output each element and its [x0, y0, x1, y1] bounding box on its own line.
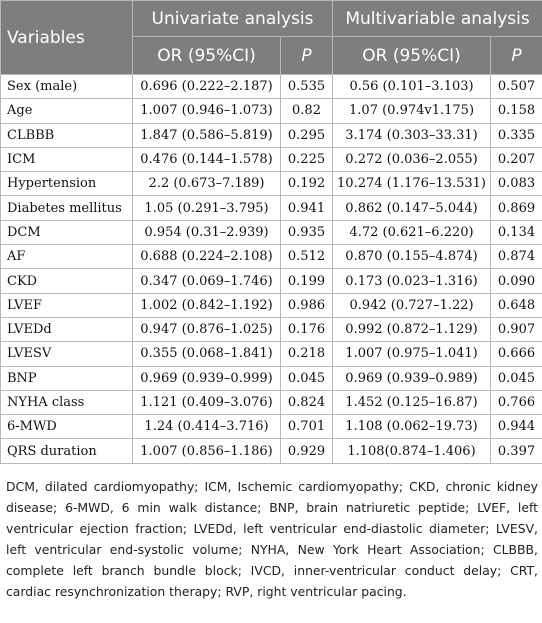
multivariable-or-cell: 0.942 (0.727–1.22): [333, 293, 491, 317]
table-row: [1, 439, 542, 463]
table-row: [1, 99, 542, 123]
univariate-p-cell: 0.218: [281, 342, 333, 366]
univariate-p-cell: 0.535: [281, 75, 333, 99]
univariate-p-cell: 0.929: [281, 439, 333, 463]
multivariable-or-cell: 0.992 (0.872–1.129): [333, 317, 491, 341]
multivariable-p-cell: 0.766: [491, 390, 542, 414]
variable-cell: AF: [1, 245, 133, 269]
table-row: [1, 172, 542, 196]
multivariable-or-cell: 1.007 (0.975–1.041): [333, 342, 491, 366]
multivariable-p-cell: 0.397: [491, 439, 542, 463]
univariate-or-cell: 0.355 (0.068–1.841): [133, 342, 281, 366]
univariate-or-cell: 2.2 (0.673–7.189): [133, 172, 281, 196]
variables-header: Variables: [1, 1, 133, 75]
multivariable-p-cell: 0.507: [491, 75, 542, 99]
multivariable-or-cell: 10.274 (1.176–13.531): [333, 172, 491, 196]
univariate-p-cell: 0.824: [281, 390, 333, 414]
multivariable-or-cell: 0.272 (0.036–2.055): [333, 147, 491, 171]
univariate-or-cell: 0.947 (0.876–1.025): [133, 317, 281, 341]
table-body: [1, 75, 542, 464]
variable-cell: LVEDd: [1, 317, 133, 341]
variable-cell: 6-MWD: [1, 415, 133, 439]
univariate-p-cell: 0.941: [281, 196, 333, 220]
univariate-or-cell: 0.476 (0.144–1.578): [133, 147, 281, 171]
multivariable-or-cell: 0.969 (0.939–0.989): [333, 366, 491, 390]
multivariable-or-cell: 1.452 (0.125–16.87): [333, 390, 491, 414]
univariate-or-cell: 0.954 (0.31–2.939): [133, 220, 281, 244]
multivariable-p-cell: 0.666: [491, 342, 542, 366]
univariate-or-cell: 1.05 (0.291–3.795): [133, 196, 281, 220]
univariate-or-cell: 1.007 (0.856–1.186): [133, 439, 281, 463]
univariate-p-cell: 0.512: [281, 245, 333, 269]
multivariable-p-cell: 0.944: [491, 415, 542, 439]
table-row: [1, 245, 542, 269]
multivariable-p-cell: 0.335: [491, 123, 542, 147]
multivariable-p-cell: 0.869: [491, 196, 542, 220]
univariate-or-cell: 1.847 (0.586–5.819): [133, 123, 281, 147]
multivariable-or-cell: 0.870 (0.155–4.874): [333, 245, 491, 269]
variable-cell: Hypertension: [1, 172, 133, 196]
table-row: [1, 317, 542, 341]
univariate-or-cell: 0.696 (0.222–2.187): [133, 75, 281, 99]
variable-cell: BNP: [1, 366, 133, 390]
variable-cell: LVEF: [1, 293, 133, 317]
univariate-p-cell: 0.82: [281, 99, 333, 123]
table-row: [1, 293, 542, 317]
univariate-or-cell: 0.969 (0.939–0.999): [133, 366, 281, 390]
variable-cell: ICM: [1, 147, 133, 171]
multivariable-or-header: OR (95%CI): [333, 37, 491, 75]
variable-cell: Age: [1, 99, 133, 123]
univariate-p-cell: 0.701: [281, 415, 333, 439]
multivariable-p-cell: 0.158: [491, 99, 542, 123]
variable-cell: DCM: [1, 220, 133, 244]
multivariable-or-cell: 0.56 (0.101–3.103): [333, 75, 491, 99]
univariate-header: Univariate analysis: [133, 1, 333, 37]
univariate-p-cell: 0.225: [281, 147, 333, 171]
univariate-or-cell: 0.688 (0.224–2.108): [133, 245, 281, 269]
footnote: DCM, dilated cardiomyopathy; ICM, Ischemic cardiomyopathy; CKD, chronic kidney disease; 6-MWD, 6 min walk distance; BNP, brain natriuretic peptide; LVEF, left ventricular ejection fraction; LVEDd, left ventricular end-diastolic diameter; LVESV, left ventricular end-systolic volume; NYHA, New York Heart Association; CLBBB, complete left branch bundle block; IVCD, inner-ventricular conduct delay; CRT, cardiac resynchronization therapy; RVP, right ventricular pacing.: [6, 479, 538, 599]
univariate-or-cell: 1.007 (0.946–1.073): [133, 99, 281, 123]
multivariable-p-cell: 0.134: [491, 220, 542, 244]
multivariable-or-cell: 1.108 (0.062–19.73): [333, 415, 491, 439]
variable-cell: Sex (male): [1, 75, 133, 99]
multivariable-or-cell: 0.862 (0.147–5.044): [333, 196, 491, 220]
univariate-or-cell: 1.24 (0.414–3.716): [133, 415, 281, 439]
multivariable-or-cell: 1.108(0.874–1.406): [333, 439, 491, 463]
variable-cell: Diabetes mellitus: [1, 196, 133, 220]
variable-cell: NYHA class: [1, 390, 133, 414]
multivariable-or-cell: 3.174 (0.303–33.31): [333, 123, 491, 147]
table-row: [1, 342, 542, 366]
table-row: [1, 390, 542, 414]
multivariable-or-cell: 4.72 (0.621–6.220): [333, 220, 491, 244]
table-row: [1, 220, 542, 244]
univariate-or-cell: 0.347 (0.069–1.746): [133, 269, 281, 293]
variable-cell: QRS duration: [1, 439, 133, 463]
univariate-or-cell: 1.121 (0.409–3.076): [133, 390, 281, 414]
header-row-top: [1, 1, 542, 37]
univariate-p-cell: 0.295: [281, 123, 333, 147]
table-row: [1, 75, 542, 99]
table-row: [1, 415, 542, 439]
multivariable-or-cell: 0.173 (0.023–1.316): [333, 269, 491, 293]
univariate-p-cell: 0.935: [281, 220, 333, 244]
multivariable-p-cell: 0.907: [491, 317, 542, 341]
multivariable-p-cell: 0.874: [491, 245, 542, 269]
variable-cell: CLBBB: [1, 123, 133, 147]
univariate-p-cell: 0.192: [281, 172, 333, 196]
variable-cell: CKD: [1, 269, 133, 293]
univariate-p-cell: 0.199: [281, 269, 333, 293]
table-header: [1, 1, 542, 75]
table-row: [1, 366, 542, 390]
multivariable-p-header: P: [491, 37, 542, 75]
multivariable-header: Multivariable analysis: [333, 1, 542, 37]
multivariable-p-cell: 0.648: [491, 293, 542, 317]
multivariable-p-cell: 0.045: [491, 366, 542, 390]
variable-cell: LVESV: [1, 342, 133, 366]
multivariable-p-cell: 0.090: [491, 269, 542, 293]
univariate-p-header: P: [281, 37, 333, 75]
univariate-or-cell: 1.002 (0.842–1.192): [133, 293, 281, 317]
univariate-p-cell: 0.986: [281, 293, 333, 317]
multivariable-or-cell: 1.07 (0.974v1.175): [333, 99, 491, 123]
univariate-p-cell: 0.176: [281, 317, 333, 341]
univariate-p-cell: 0.045: [281, 366, 333, 390]
multivariable-p-cell: 0.207: [491, 147, 542, 171]
table-row: [1, 269, 542, 293]
table-row: [1, 123, 542, 147]
multivariable-p-cell: 0.083: [491, 172, 542, 196]
univariate-or-header: OR (95%CI): [133, 37, 281, 75]
table-row: [1, 147, 542, 171]
table-row: [1, 196, 542, 220]
